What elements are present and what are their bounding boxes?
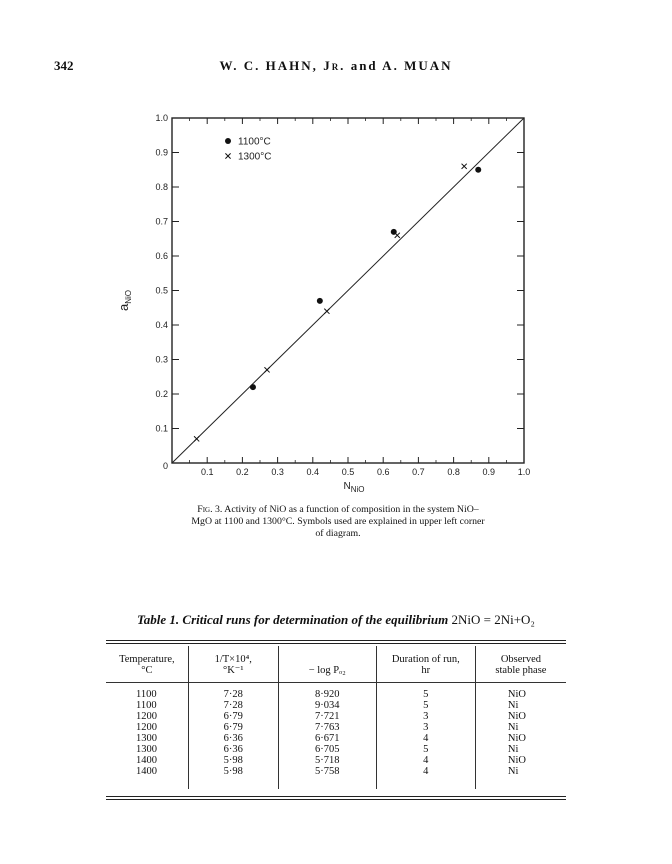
table-cell: NiO <box>475 733 566 744</box>
column-header <box>278 646 376 683</box>
y-axis-label-main: a <box>116 303 131 312</box>
origin-label: 0 <box>162 461 168 471</box>
table-row <box>106 744 566 755</box>
column-header-line2: °K⁻¹ <box>223 665 244 676</box>
table-cell: 4 <box>376 755 475 766</box>
column-header-line2: °C <box>141 665 153 676</box>
table-row <box>106 755 566 766</box>
data-point-1300 <box>462 164 467 169</box>
x-tick-label: 0.9 <box>482 467 496 477</box>
data-point-1300 <box>395 233 400 238</box>
column-header-line1: 1/T×10⁴, <box>214 654 252 665</box>
data-point-1100 <box>475 167 481 173</box>
y-tick-label: 0.6 <box>155 251 168 261</box>
table-cell: 6·79 <box>188 711 278 722</box>
table-cell: 8·920 <box>278 683 376 701</box>
column-header-line1: Duration of run, <box>391 654 460 665</box>
table-cell: 1400 <box>136 755 157 766</box>
table-header-row <box>106 646 566 683</box>
table-cell: 7·721 <box>278 711 376 722</box>
figure-caption-text: Activity of NiO as a function of composition in the system NiO–MgO at 1100 and 1300°C. Symbols used are explained in upper left corner of diagram. <box>191 504 485 539</box>
table-cell: Ni <box>475 744 566 755</box>
table-cell: 6·79 <box>188 722 278 733</box>
table-cell: 1100 <box>136 689 157 700</box>
table-cell: 5 <box>376 683 475 701</box>
table-title-formula: 2NiO = 2Ni+O₂ <box>451 612 535 627</box>
table-cell: 5·98 <box>188 766 278 789</box>
table-row <box>106 683 566 701</box>
table-cell: 5·98 <box>188 755 278 766</box>
table-cell: 5 <box>376 744 475 755</box>
table-cell: Ni <box>475 722 566 733</box>
legend-label-1300: 1300°C <box>238 151 272 163</box>
table-cell: 3 <box>376 711 475 722</box>
y-tick-label: 0.8 <box>155 182 168 192</box>
x-tick-label: 0.5 <box>341 467 355 477</box>
x-tick-label: 0.3 <box>271 467 284 477</box>
x-tick-label: 0.4 <box>306 467 320 477</box>
legend-label-1100: 1100°C <box>238 136 271 148</box>
table-row <box>106 711 566 722</box>
column-header-line2: stable phase <box>495 665 547 676</box>
table-cell: 9·034 <box>278 700 376 711</box>
y-axis-label-sub: NiO <box>124 289 133 304</box>
table-cell: 7·763 <box>278 722 376 733</box>
x-axis-label <box>343 481 364 494</box>
table-cell: 5·718 <box>278 755 376 766</box>
table-cell: Ni <box>475 766 566 789</box>
table-cell: 6·705 <box>278 744 376 755</box>
table-row <box>106 733 566 744</box>
table-bottom-rule <box>106 796 566 797</box>
data-point-1100 <box>250 384 256 390</box>
y-tick-label: 0.3 <box>155 354 168 365</box>
table-cell: 1300 <box>136 744 157 755</box>
table-title-label: Table 1. <box>137 612 183 627</box>
table-cell: 1300 <box>136 733 157 744</box>
table-row <box>106 700 566 711</box>
table-cell: NiO <box>475 683 566 701</box>
y-axis-label <box>116 290 133 311</box>
x-tick-label: 0.2 <box>236 467 249 477</box>
column-header <box>188 646 278 683</box>
y-tick-label: 0.4 <box>155 320 168 330</box>
table-cell: 7·28 <box>188 700 278 711</box>
y-tick-label: 0.7 <box>155 216 168 227</box>
column-header <box>475 646 566 683</box>
x-tick-label: 0.1 <box>200 467 214 477</box>
y-tick-label: 0.2 <box>155 389 168 399</box>
running-head-jr: Jr. <box>323 58 346 73</box>
table-cell: 1200 <box>136 711 157 722</box>
table-cell: 7·28 <box>188 683 278 701</box>
table-cell: 6·36 <box>188 744 278 755</box>
table-cell: 6·671 <box>278 733 376 744</box>
table-bottom-rule-2 <box>106 799 566 800</box>
column-header-line2: − log Pₒ₂ <box>308 665 346 676</box>
table-cell: 6·36 <box>188 733 278 744</box>
x-axis-label-sub: NiO <box>350 485 365 494</box>
table-cell: 5·758 <box>278 766 376 789</box>
table-title-text: Critical runs for determination of the equilibrium <box>182 612 452 627</box>
x-tick-label: 0.6 <box>376 467 390 477</box>
x-tick-label: 0.8 <box>447 467 460 477</box>
data-point-1300 <box>264 367 269 372</box>
column-header-line1: Observed <box>500 654 542 665</box>
data-point-1100 <box>317 298 323 304</box>
table-cell: Ni <box>475 700 566 711</box>
x-tick-label: 0.7 <box>412 467 425 477</box>
x-tick-label: 1.0 <box>517 467 531 477</box>
column-header <box>376 646 475 683</box>
legend-marker-1100 <box>225 138 231 144</box>
table-cell: NiO <box>475 755 566 766</box>
table-cell: 1200 <box>136 722 157 733</box>
y-tick-label: 1.0 <box>155 113 168 123</box>
table-cell: 5 <box>376 700 475 711</box>
legend-marker-1300 <box>225 153 230 158</box>
table-cell: NiO <box>475 711 566 722</box>
table-cell: 3 <box>376 722 475 733</box>
critical-runs-table <box>106 646 566 789</box>
page-number: 342 <box>54 58 74 73</box>
table-cell: 4 <box>376 733 475 744</box>
running-head-authors-a: W. C. HAHN, <box>219 58 324 73</box>
figure-caption <box>188 504 488 540</box>
y-tick-label: 0.9 <box>155 147 168 158</box>
x-axis-label-main: N <box>343 481 351 492</box>
table-cell: 4 <box>376 766 475 789</box>
column-header-line2: hr <box>421 665 431 676</box>
table-top-rule-2 <box>106 643 566 644</box>
table-cell: 1400 <box>136 766 157 777</box>
table-cell: 1100 <box>136 700 157 711</box>
running-head-authors-b: and A. MUAN <box>345 58 453 73</box>
table-row <box>106 722 566 733</box>
reference-line <box>172 118 524 463</box>
table-title <box>0 612 672 628</box>
data-point-1300 <box>194 436 199 441</box>
table-row <box>106 766 566 789</box>
column-header <box>106 646 188 683</box>
y-tick-label: 0.5 <box>155 285 168 296</box>
table-top-rule <box>106 640 566 641</box>
data-point-1300 <box>324 309 329 314</box>
y-tick-label: 0.1 <box>155 423 168 434</box>
column-header-line1: Temperature, <box>119 654 175 665</box>
column-header-line1 <box>281 654 374 665</box>
figure-label: Fig. 3. <box>197 504 223 515</box>
